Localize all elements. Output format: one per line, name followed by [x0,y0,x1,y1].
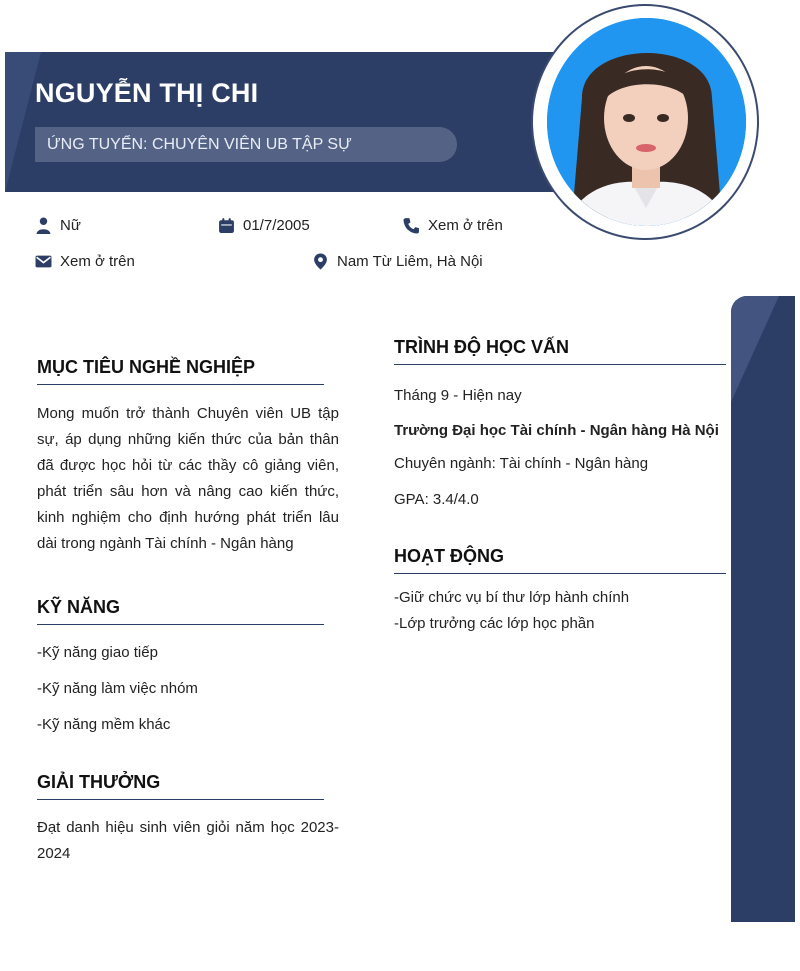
objective-text: Mong muốn trở thành Chuyên viên UB tập sự, áp dụng những kiến thức của bản thân đã được học hỏi từ các thầy cô giảng viên, phát triển sâu hơn và nâng cao kiến thức, kinh nghiệm cho định hướng phát triển lâu dài trong ngành Tài chính - Ngân hàng [37,405,339,552]
info-gender [35,217,81,234]
calendar-icon [218,217,235,234]
awards-text: Đạt danh hiệu sinh viên giỏi năm học 2023-2024 [37,819,339,862]
info-birthdate [218,217,310,234]
info-phone [403,217,503,234]
email-value: Xem ở trên [60,253,135,270]
phone-icon [403,217,420,234]
education-period: Tháng 9 - Hiện nay [394,387,522,404]
skill-item: -Kỹ năng giao tiếp [37,644,158,661]
birthdate-value: 01/7/2005 [243,217,310,234]
activity-item: -Lớp trưởng các lớp học phần [394,615,595,632]
map-pin-icon [312,253,329,270]
right-side-bar [731,296,795,922]
header-band [5,52,565,192]
activities-title: HOẠT ĐỘNG [394,546,726,574]
info-address [312,253,483,270]
right-bar-accent [731,296,779,402]
education-school: Trường Đại học Tài chính - Ngân hàng Hà Nội [394,422,719,439]
awards-title: GIẢI THƯỞNG [37,772,324,800]
education-gpa: GPA: 3.4/4.0 [394,491,479,508]
profile-photo [547,18,746,226]
education-major: Chuyên ngành: Tài chính - Ngân hàng [394,455,649,472]
address-value: Nam Từ Liêm, Hà Nội [337,253,483,270]
education-title: TRÌNH ĐỘ HỌC VẤN [394,337,726,365]
phone-value: Xem ở trên [428,217,503,234]
info-email [35,253,135,270]
skill-item: -Kỹ năng mềm khác [37,716,171,733]
activity-item: -Giữ chức vụ bí thư lớp hành chính [394,589,630,606]
objective-title: MỤC TIÊU NGHỀ NGHIỆP [37,357,324,385]
gender-value: Nữ [60,217,81,234]
person-icon [35,217,52,234]
header-accent [5,52,41,192]
skills-title: KỸ NĂNG [37,597,324,625]
candidate-name: NGUYỄN THỊ CHI [35,78,259,108]
skill-item: -Kỹ năng làm việc nhóm [37,680,198,697]
envelope-icon [35,253,52,270]
position-label: ỨNG TUYỂN: CHUYÊN VIÊN UB TẬP SỰ [35,127,457,162]
